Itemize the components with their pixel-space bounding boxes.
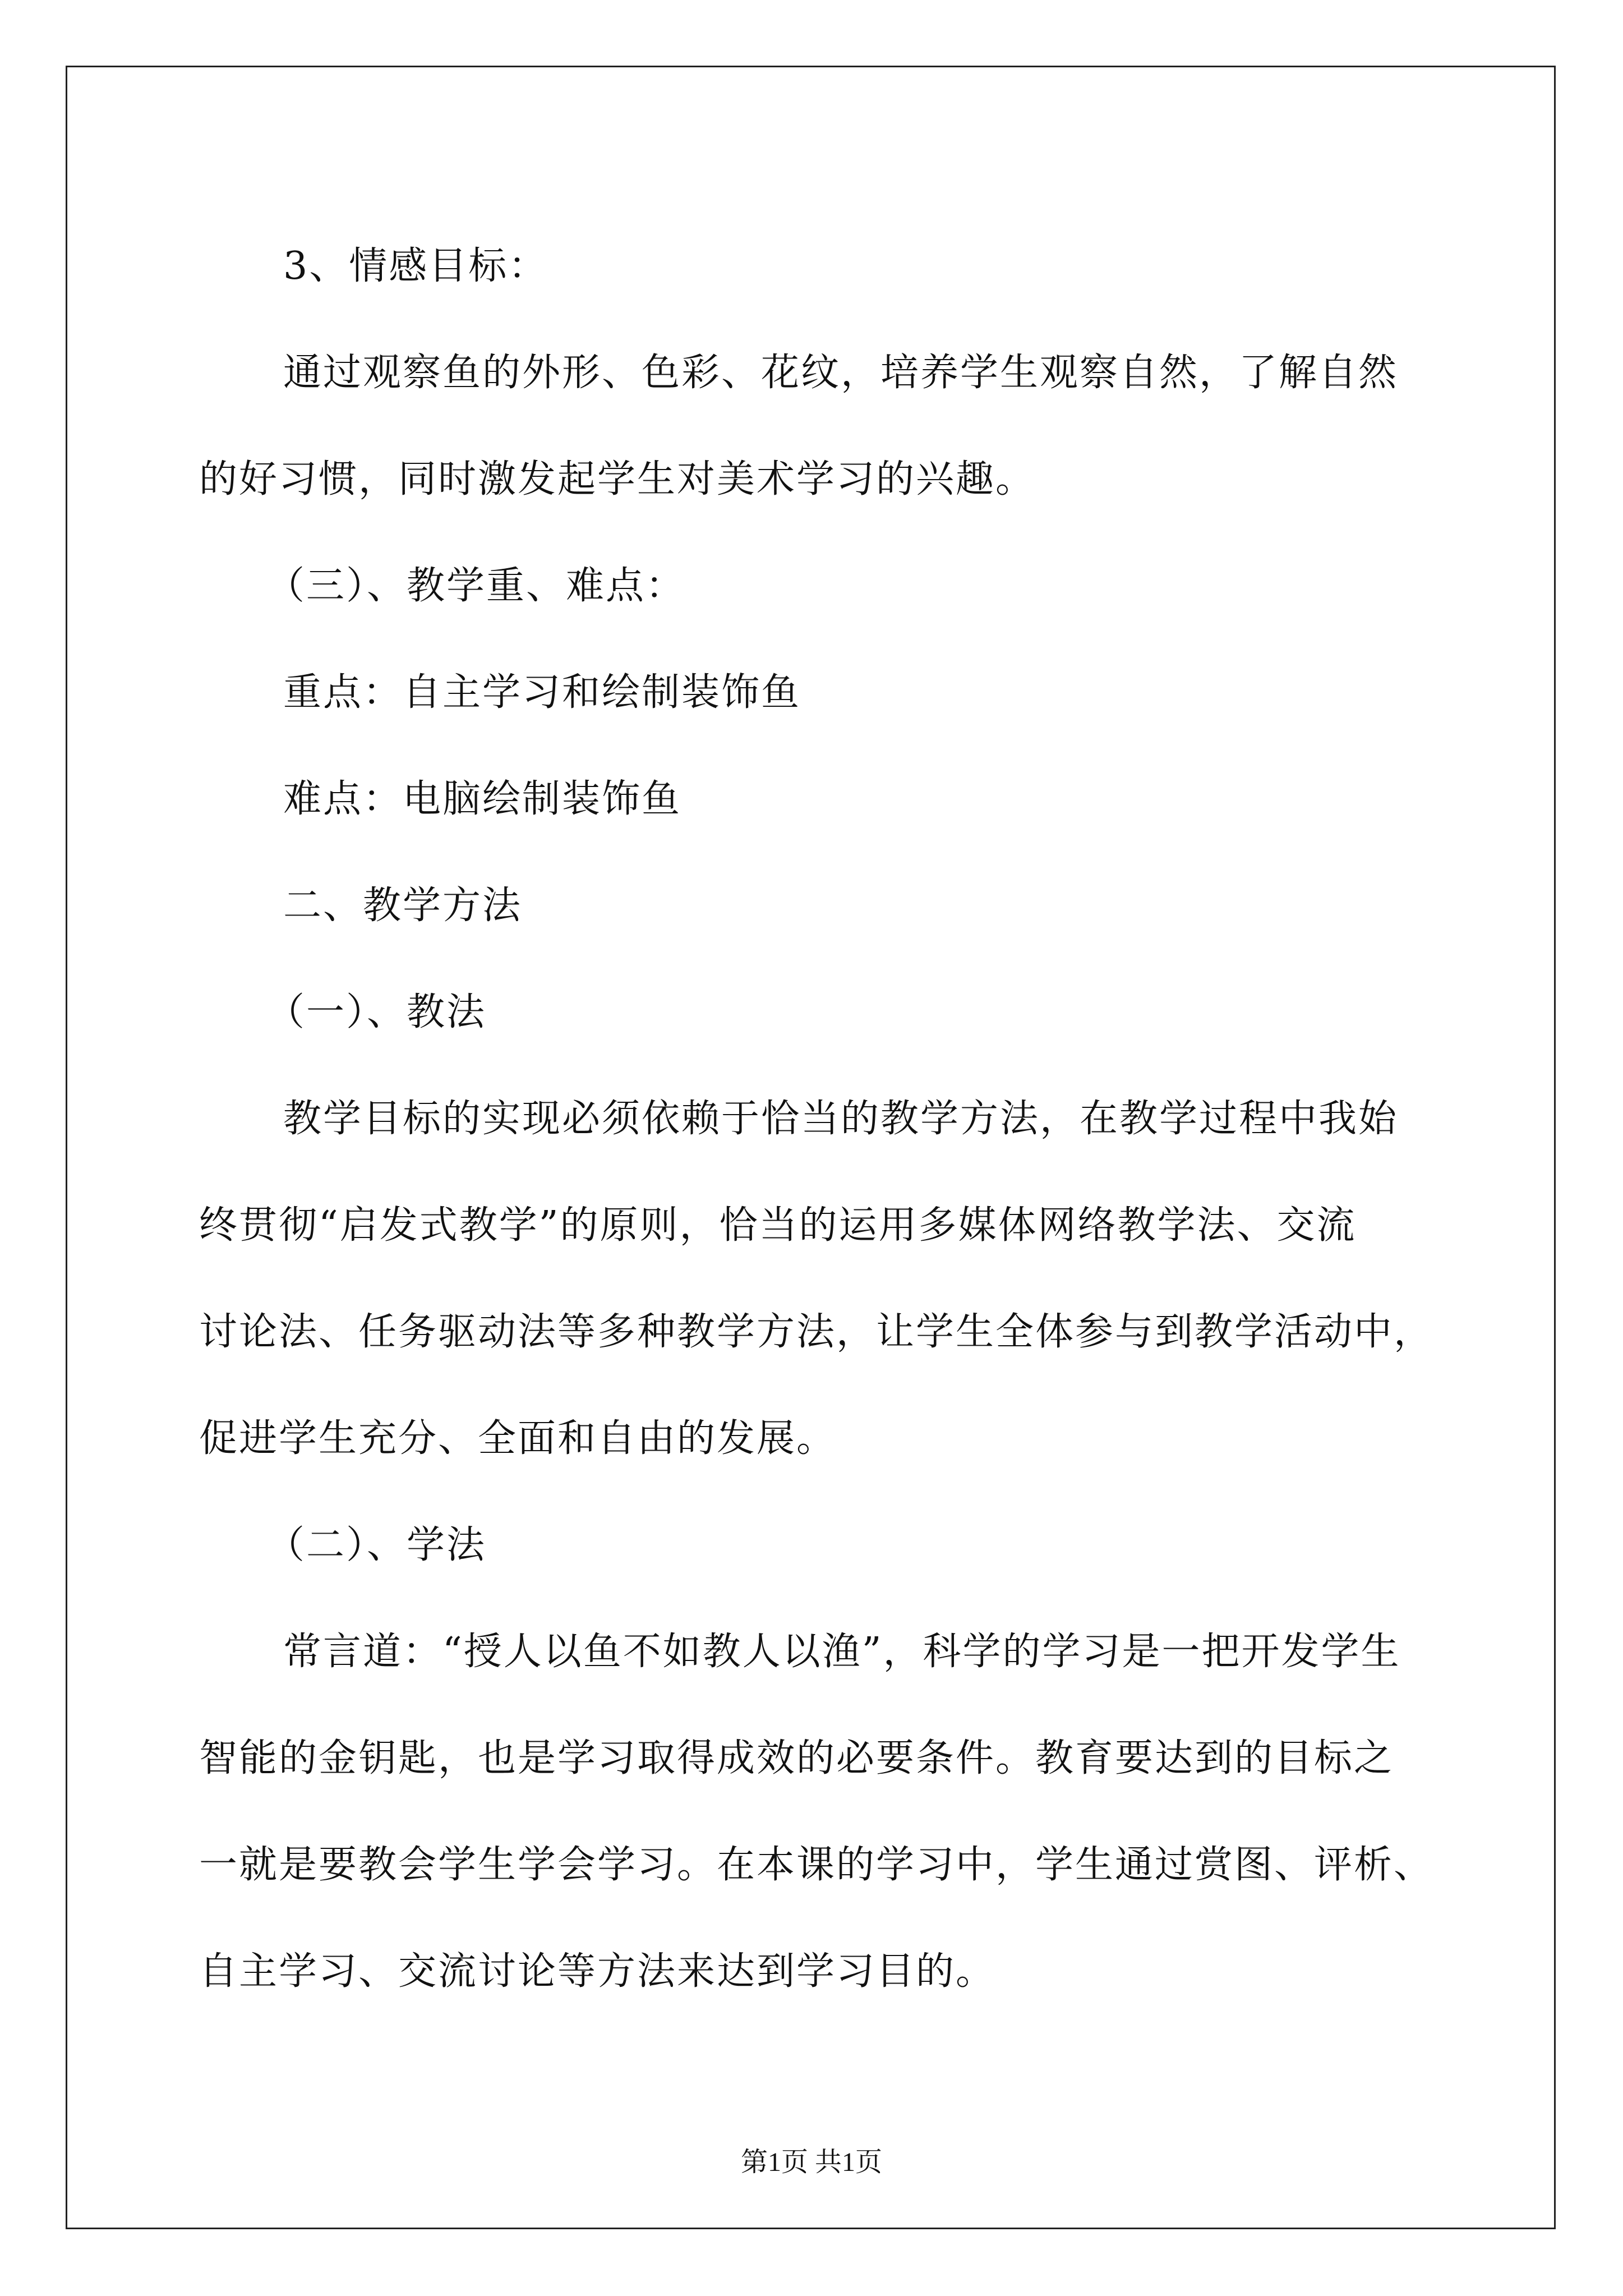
page-footer: 第1页 共1页: [740, 2147, 882, 2177]
paragraph-line: 的好习惯，同时激发起学生对美术学习的兴趣。: [199, 457, 1036, 501]
paragraph-line: 讨论法、任务驱动法等多种教学方法，让学生全体参与到教学活动中，: [199, 1310, 1434, 1354]
section-heading-key-points: （三）、教学重、难点：: [266, 564, 686, 608]
section-heading-teaching-methods: 二、教学方法: [283, 884, 523, 928]
paragraph-line: 难点：电脑绘制装饰鱼: [283, 777, 682, 821]
subsection-heading-teaching: （一）、教法: [266, 990, 487, 1034]
paragraph-line: 终贯彻“启发式教学”的原则，恰当的运用多媒体网络教学法、交流: [199, 1203, 1357, 1248]
paragraph-line: 智能的金钥匙，也是学习取得成效的必要条件。教育要达到的目标之: [199, 1736, 1394, 1780]
subsection-heading-learning: （二）、学法: [266, 1523, 487, 1567]
section-heading-emotional-goal: 3、情感目标：: [283, 244, 548, 288]
paragraph-line: 促进学生充分、全面和自由的发展。: [199, 1416, 837, 1461]
document-body: [199, 213, 1433, 2025]
paragraph-line: 重点：自主学习和绘制装饰鱼: [283, 670, 801, 715]
paragraph-line: 一就是要教会学生学会学习。在本课的学习中，学生通过赏图、评析、: [199, 1843, 1434, 1887]
paragraph-line: 教学目标的实现必须依赖于恰当的教学方法，在教学过程中我始: [283, 1097, 1399, 1141]
paragraph-line: 常言道：“授人以鱼不如教人以渔”，科学的学习是一把开发学生: [283, 1630, 1401, 1674]
paragraph-line: 通过观察鱼的外形、色彩、花纹，培养学生观察自然，了解自然: [283, 351, 1399, 395]
paragraph-line: 自主学习、交流讨论等方法来达到学习目的。: [199, 1949, 996, 1994]
